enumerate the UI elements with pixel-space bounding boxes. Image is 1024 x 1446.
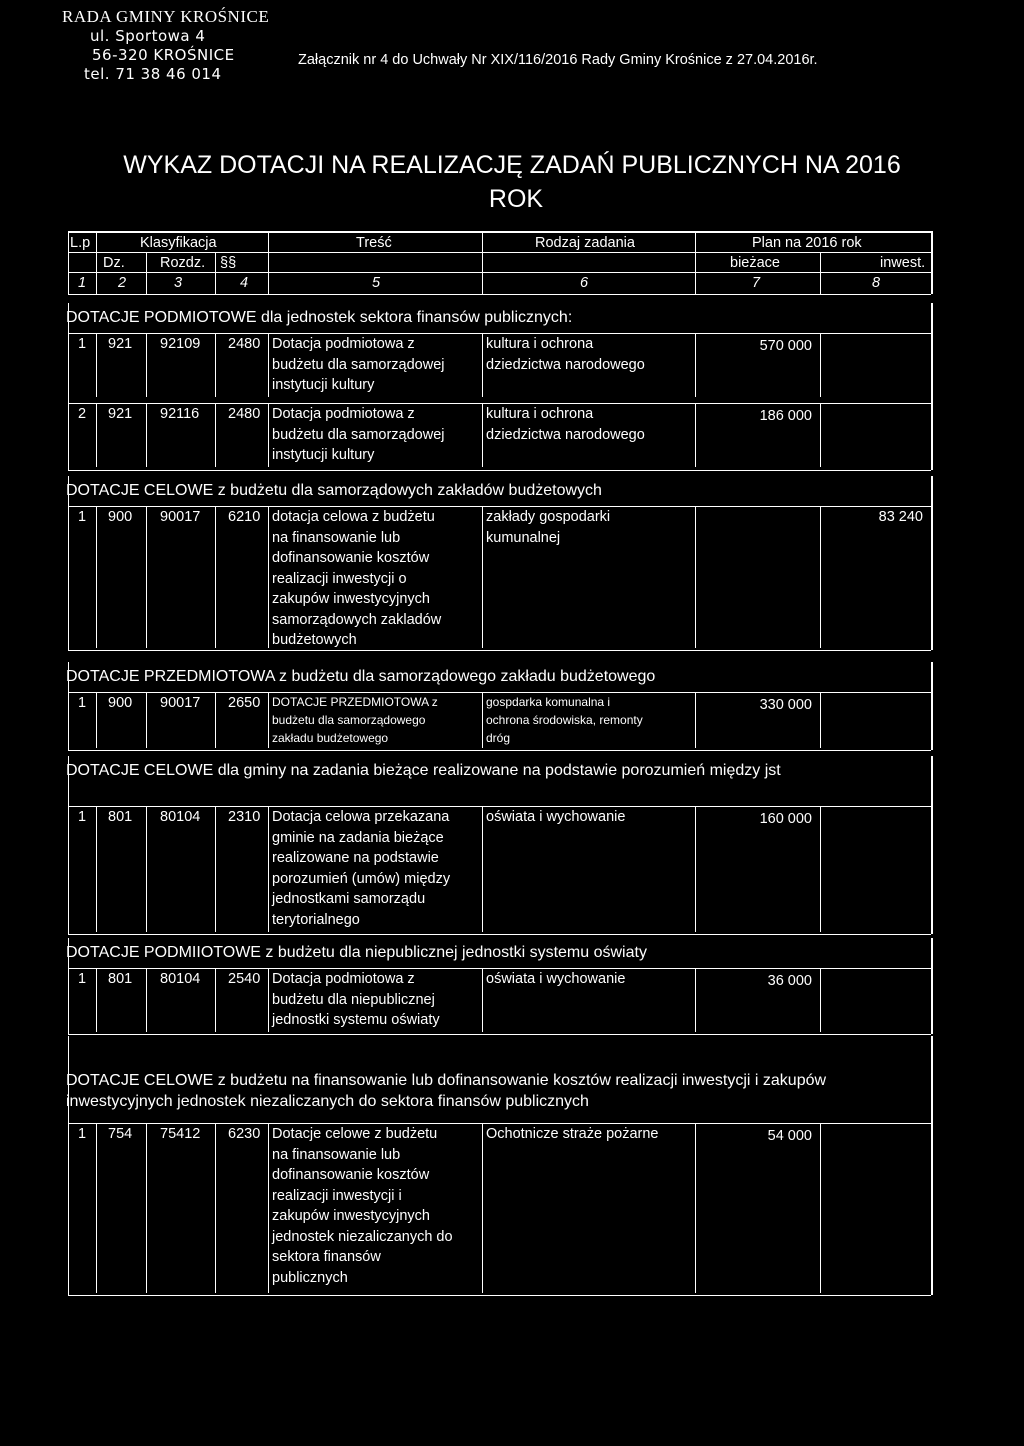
row-lp: 1 <box>78 509 87 525</box>
row-task-type-line: zakłady gospodarki <box>486 509 611 525</box>
header-col-number: 2 <box>118 275 127 291</box>
table-right-border <box>931 231 933 294</box>
table-left-border <box>68 756 69 934</box>
council-stamp <box>62 8 269 82</box>
header-col-number: 1 <box>78 275 87 291</box>
row-task-type-line: oświata i wychowanie <box>486 809 626 825</box>
row-paragraph: 2310 <box>228 809 261 825</box>
column-divider <box>146 252 147 294</box>
header-investment: inwest. <box>880 255 926 271</box>
column-divider <box>96 1123 97 1293</box>
row-content-line: na finansowanie lub <box>272 1146 401 1163</box>
column-divider <box>695 506 696 648</box>
section-title: DOTACJE CELOWE z budżetu dla samorządowych zakładów budżetowych <box>66 482 602 499</box>
row-lp: 1 <box>78 336 87 352</box>
row-content-line: Dotacja celowa przekazana <box>272 809 450 825</box>
row-task-type-line: kumunalnej <box>486 529 561 546</box>
header-lp: L.p <box>70 235 91 251</box>
row-rozdz: 90017 <box>160 509 201 525</box>
column-divider <box>96 968 97 1032</box>
column-divider <box>146 403 147 467</box>
row-content-line: Dotacja podmiotowa z <box>272 971 415 987</box>
column-divider <box>215 1123 216 1293</box>
column-divider <box>820 968 821 1032</box>
row-content-line: budżetu dla samorządowej <box>272 426 445 443</box>
column-divider <box>820 333 821 397</box>
header-bottom-border <box>68 294 931 295</box>
row-task-type-line: oświata i wychowanie <box>486 971 626 987</box>
table-left-border <box>68 231 69 294</box>
table-left-border <box>68 303 69 470</box>
column-divider <box>146 506 147 648</box>
row-content-line: zakupów inwestycyjnych <box>272 591 430 607</box>
row-content-line: jednostek niezaliczanych do <box>272 1228 453 1245</box>
row-dz: 801 <box>108 809 133 825</box>
column-divider <box>96 692 97 748</box>
row-content-line: instytucji kultury <box>272 377 375 393</box>
row-lp: 2 <box>78 406 87 422</box>
header-content: Treść <box>356 235 392 251</box>
row-content-line: Dotacje celowe z budżetu <box>272 1126 438 1142</box>
row-paragraph: 6210 <box>228 509 261 525</box>
column-divider <box>820 403 821 467</box>
column-divider <box>268 333 269 397</box>
row-rozdz: 92116 <box>160 406 200 422</box>
row-task-type-line: dziedzictwa narodowego <box>486 356 645 373</box>
row-current-amount: 160 000 <box>759 811 812 827</box>
header-col-number: 6 <box>580 275 589 291</box>
row-content-line: dofinansowanie kosztów <box>272 550 430 566</box>
row-current-amount: 186 000 <box>759 408 812 424</box>
row-content-line: realizacji inwestycji i <box>272 1187 402 1204</box>
column-divider <box>146 1123 147 1293</box>
column-divider <box>268 506 269 648</box>
title-line-1: WYKAZ DOTACJI NA REALIZACJĘ ZADAŃ PUBLICZNYCH NA 2016 <box>123 151 901 179</box>
header-col-number: 5 <box>372 275 381 291</box>
row-content-line: budżetu dla samorządowego <box>272 713 426 727</box>
section-bottom-border <box>68 934 931 935</box>
column-divider <box>96 231 97 294</box>
table-right-border <box>931 938 933 1034</box>
row-content-line: sektora finansów <box>272 1249 381 1265</box>
row-content-line: budżetowych <box>272 632 357 648</box>
column-divider <box>146 806 147 932</box>
header-dz: Dz. <box>103 255 125 271</box>
row-rozdz: 75412 <box>160 1126 201 1142</box>
column-divider <box>482 403 483 467</box>
row-content-line: dotacja celowa z budżetu <box>272 509 435 525</box>
column-divider <box>268 1123 269 1293</box>
row-task-type-line: dziedzictwa narodowego <box>486 426 645 443</box>
row-current-amount: 54 000 <box>767 1128 812 1144</box>
row-paragraph: 6230 <box>228 1126 261 1142</box>
column-divider <box>482 333 483 397</box>
stamp-line-4: tel. 71 38 46 014 <box>84 65 222 83</box>
row-dz: 900 <box>108 695 133 711</box>
column-divider <box>482 968 483 1032</box>
column-divider <box>820 252 821 294</box>
section-bottom-border <box>68 470 931 471</box>
row-content-line: porozumień (umów) między <box>272 870 451 887</box>
column-divider <box>482 1123 483 1293</box>
row-task-type-line: dróg <box>486 731 511 745</box>
row-dz: 921 <box>108 406 133 422</box>
row-dz: 921 <box>108 336 133 352</box>
row-rozdz: 80104 <box>160 971 201 987</box>
section-bottom-border <box>68 1034 931 1035</box>
row-content-line: realizowane na podstawie <box>272 850 439 866</box>
column-divider <box>215 506 216 648</box>
column-divider <box>268 968 269 1032</box>
header-classification: Klasyfikacja <box>140 235 217 251</box>
row-task-type-line: kultura i ochrona <box>486 406 594 422</box>
table-right-border <box>931 756 933 934</box>
header-paragraph: §§ <box>220 255 237 271</box>
column-divider <box>482 231 483 294</box>
row-paragraph: 2650 <box>228 695 261 711</box>
column-divider <box>215 252 216 294</box>
row-content-line: instytucji kultury <box>272 447 375 463</box>
column-divider <box>482 506 483 648</box>
row-dz: 801 <box>108 971 133 987</box>
column-divider <box>695 1123 696 1293</box>
row-content-line: gminie na zadania bieżące <box>272 829 444 846</box>
row-content-line: na finansowanie lub <box>272 529 401 546</box>
row-content-line: Dotacja podmiotowa z <box>272 406 415 422</box>
row-current-amount: 36 000 <box>767 973 812 989</box>
row-paragraph: 2480 <box>228 336 261 352</box>
column-divider <box>146 968 147 1032</box>
header-col-number: 7 <box>752 275 761 291</box>
row-task-type-line: ochrona środowiska, remonty <box>486 713 643 727</box>
column-divider <box>820 806 821 932</box>
column-divider <box>215 333 216 397</box>
column-divider <box>268 403 269 467</box>
row-content-line: jednostki systemu oświaty <box>272 1012 440 1028</box>
row-dz: 900 <box>108 509 133 525</box>
table-right-border <box>931 662 933 750</box>
section-title: DOTACJE CELOWE z budżetu na finansowanie lub dofinansowanie kosztów realizacji inwestycji i zakupów inwestycyjnych jednostek niezaliczanych do sektora finansów publicznych <box>66 1072 827 1110</box>
row-lp: 1 <box>78 1126 87 1142</box>
column-divider <box>482 806 483 932</box>
table-left-border <box>68 476 69 650</box>
stamp-line-3: 56-320 KROŚNICE <box>92 46 235 64</box>
header-task-type: Rodzaj zadania <box>535 235 635 251</box>
annex-note: Załącznik nr 4 do Uchwały Nr XIX/116/2016 Rady Gminy Krośnice z 27.04.2016r. <box>298 52 818 68</box>
row-content-line: Dotacja podmiotowa z <box>272 336 415 352</box>
row-task-type-line: kultura i ochrona <box>486 336 594 352</box>
table-right-border <box>931 303 933 470</box>
row-rozdz: 92109 <box>160 336 201 352</box>
row-content-line: jednostkami samorządu <box>272 891 426 907</box>
row-paragraph: 2540 <box>228 971 261 987</box>
column-divider <box>146 333 147 397</box>
row-content-line: zakładu budżetowego <box>272 731 389 745</box>
row-content-line: samorządowych zakladów <box>272 611 442 628</box>
column-divider <box>96 806 97 932</box>
section-bottom-border <box>68 1295 931 1296</box>
column-divider <box>215 968 216 1032</box>
header-current: bieżace <box>730 255 780 271</box>
row-paragraph: 2480 <box>228 406 261 422</box>
column-divider <box>96 333 97 397</box>
stamp-line-2: ul. Sportowa 4 <box>90 27 206 45</box>
row-content-line: terytorialnego <box>272 911 360 928</box>
header-col-number: 4 <box>240 275 249 291</box>
row-rozdz: 90017 <box>160 695 201 711</box>
row-lp: 1 <box>78 971 87 987</box>
header-rozdz: Rozdz. <box>160 255 206 271</box>
column-divider <box>268 806 269 932</box>
column-divider <box>268 692 269 748</box>
page-title <box>0 148 1024 216</box>
column-divider <box>215 806 216 932</box>
section-title: DOTACJE PODMIIOTOWE z budżetu dla niepublicznej jednostki systemu oświaty <box>66 944 647 961</box>
title-line-2: ROK <box>488 185 544 213</box>
row-content-line: DOTACJE PRZEDMIOTOWA z <box>272 695 438 709</box>
row-content-line: realizacji inwestycji o <box>272 570 407 587</box>
row-content-line: zakupów inwestycyjnych <box>272 1208 430 1224</box>
section-bottom-border <box>68 750 931 751</box>
section-bottom-border <box>68 650 931 651</box>
row-content-line: publicznych <box>272 1269 348 1286</box>
column-divider <box>820 1123 821 1293</box>
header-col-number: 8 <box>872 275 881 291</box>
stamp-line-1: RADA GMINY KROŚNICE <box>62 7 270 26</box>
row-current-amount: 570 000 <box>759 338 812 354</box>
section-title: DOTACJE CELOWE dla gminy na zadania bieżące realizowane na podstawie porozumień między jst <box>66 762 781 779</box>
column-divider <box>820 692 821 748</box>
column-divider <box>695 231 696 294</box>
column-divider <box>268 231 269 294</box>
table-right-border <box>931 476 933 650</box>
row-content-line: budżetu dla niepublicznej <box>272 991 435 1008</box>
column-divider <box>146 692 147 748</box>
column-divider <box>482 692 483 748</box>
column-divider <box>96 403 97 467</box>
row-task-type-line: gospdarka komunalna i <box>486 695 611 709</box>
column-divider <box>215 403 216 467</box>
section-title: DOTACJE PODMIOTOWE dla jednostek sektora finansów publicznych: <box>66 309 573 326</box>
row-rozdz: 80104 <box>160 809 201 825</box>
header-plan: Plan na 2016 rok <box>752 235 862 251</box>
header-col-number: 3 <box>174 275 183 291</box>
column-divider <box>96 506 97 648</box>
column-divider <box>215 692 216 748</box>
section-title: DOTACJE PRZEDMIOTOWA z budżetu dla samorządowego zakładu budżetowego <box>66 668 656 685</box>
row-investment-amount: 83 240 <box>878 509 923 525</box>
row-content-line: budżetu dla samorządowej <box>272 356 445 373</box>
row-current-amount: 330 000 <box>759 697 812 713</box>
row-task-type-line: Ochotnicze straże pożarne <box>486 1126 659 1142</box>
row-lp: 1 <box>78 809 87 825</box>
row-lp: 1 <box>78 695 87 711</box>
row-content-line: dofinansowanie kosztów <box>272 1167 430 1183</box>
row-dz: 754 <box>108 1126 133 1142</box>
